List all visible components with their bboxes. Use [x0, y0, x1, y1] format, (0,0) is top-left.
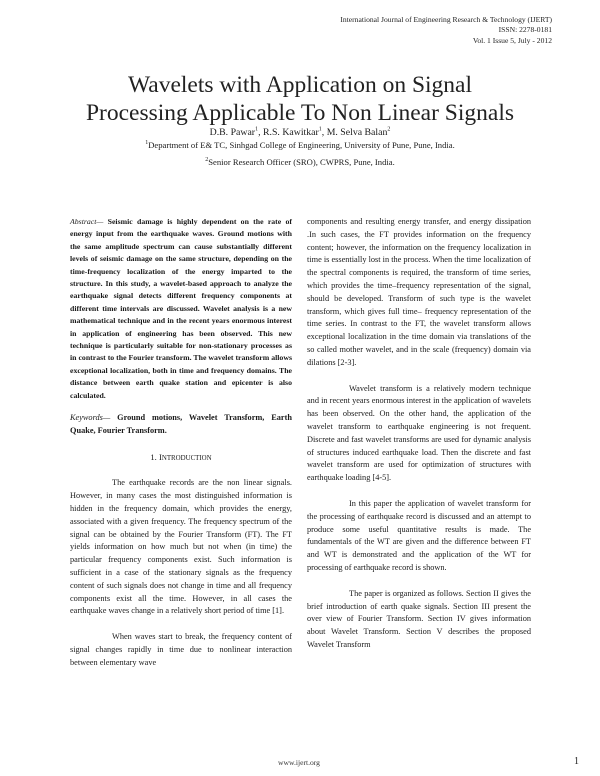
body-paragraph: The paper is organized as follows. Section II gives the brief introduction of earth quake signals. Section III present the over view of Fourier Transform. Section IV gives information about Wavelet Transform. Section V describes the proposed Wavelet Transform — [307, 588, 531, 649]
author-affiliation-mark: 1 — [255, 126, 259, 133]
body-paragraph: In this paper the application of wavelet transform for the processing of earthquake record is discussed and an attempt to produce some useful quantitative results is made. The fundamentals of the WT are given and the difference between FT and WT is demonstrated and the application of the WT for processing of earthquake record is shown. — [307, 498, 531, 572]
affiliation-text: Department of E& TC, Sinhgad College of Engineering, University of Pune, Pune, India. — [148, 140, 455, 150]
section-title-rest: NTRODUCTION — [161, 454, 212, 462]
body-paragraph: components and resulting energy transfer, and energy dissipation .In such cases, the FT provides information on the frequency content; however, the information on the frequency localization in time is essentially lost in the process. When the time localization of the spectral components is required, the transform of time series, which provides the time–frequency representation of the signal, should be developed. Transform of such type is the wavelet transform, which gives full time– frequency representation of the time series. In contrast to the FT, the wavelet transform allows exceptional localization in the time domain via translations of the so called mother wavelet, and in the scale (frequency) domain via dilations [2-3]. — [307, 217, 531, 367]
affiliation-mark: 2 — [205, 157, 209, 164]
affiliation-2 — [40, 157, 560, 168]
right-column — [307, 216, 531, 652]
keywords — [70, 412, 292, 438]
author-affiliation-mark: 1 — [318, 126, 322, 133]
footer-url-link[interactable]: www.ijert.org — [278, 758, 320, 767]
section-heading-introduction — [70, 451, 292, 466]
keywords-label: Keywords— — [70, 413, 111, 423]
section-title-initial: I — [158, 451, 162, 462]
author-name: R.S. Kawitkar — [262, 127, 319, 138]
author-list: D.B. Pawar$^1$, R.S. Kawitkar$^1$, M. Selva Balan$^2$ — [209, 126, 391, 138]
left-column — [70, 216, 292, 670]
page-number: 1 — [574, 756, 579, 767]
section-number: 1. — [150, 451, 157, 462]
abstract — [70, 216, 292, 402]
paper-title — [40, 71, 560, 127]
body-paragraph: When waves start to break, the frequency content of signal changes rapidly in time due to nonlinear interaction between elementary wave — [70, 632, 292, 667]
paper-title-line-2: Processing Applicable To Non Linear Signals — [85, 100, 515, 126]
journal-issn: ISSN: 2278-0181 — [498, 25, 552, 35]
affiliation-text: Senior Research Officer (SRO), CWPRS, Pune, India. — [208, 157, 395, 167]
body-paragraph: Wavelet transform is a relatively modern technique and in recent years enormous interest in the application of wavelets has been observed. On the other hand, the application of the wavelet transform to earthquake engineering is not frequent. Discrete and fast wavelet transforms are used for dynamic analysis of structures induced earthquake load. Then the discrete and fast wavelet transform are used for optimization of structures with earthquake loading [4-5]. — [307, 383, 531, 483]
journal-name: International Journal of Engineering Research & Technology (IJERT) — [340, 15, 552, 24]
author-affiliation-mark: 2 — [387, 126, 391, 133]
journal-volume: Vol. 1 Issue 5, July - 2012 — [472, 35, 552, 45]
abstract-label: Abstract— — [70, 217, 104, 226]
author-name: D.B. Pawar — [209, 127, 256, 138]
keywords-text: Ground motions, Wavelet Transform, Earth Quake, Fourier Transform. — [70, 413, 292, 435]
journal-header — [252, 15, 552, 46]
affiliation-mark: 1 — [145, 140, 149, 147]
abstract-text: Seismic damage is highly dependent on the rate of energy input from the earthquake waves. Ground motions with the same amplitude spectrum can cause substantially different levels of seismic damage on the same structure, depending on the time-frequency localization of the energy imparted to the structure. In this study, a wavelet-based approach to analyze the earthquake signal detects different frequency components at different time intervals are discussed. Wavelet analysis is a new mathematical technique and in the recent years enormous interest in application of engineering has been observed. This new technique is particularly suitable for non-stationary processes as in contrast to the Fourier transform. The wavelet transform allows exceptional localization, both in time and frequency domains. The distance between earth quake station and epicenter is also calculated. — [70, 217, 292, 400]
body-paragraph: The earthquake records are the non linear signals. However, in many cases the most distinguished information is hidden in the frequency domain, which provides the energy, associated with a given frequency. The frequency spectrum of the signal can be obtained by the Fourier Transform (FT). The FT yields information on how much but not when (in time) the particular frequency components exist. Such information is sufficient in a case of the stationary signals as the frequency content of such signals does not change in time and all frequency components exist all the time. However, in all cases the earthquake waves change in a relatively short period of time [1]. — [70, 478, 292, 616]
author-name: M. Selva Balan — [326, 127, 388, 138]
affiliation-1 — [40, 140, 560, 151]
paper-title-line-1: Wavelets with Application on Signal — [127, 72, 473, 98]
